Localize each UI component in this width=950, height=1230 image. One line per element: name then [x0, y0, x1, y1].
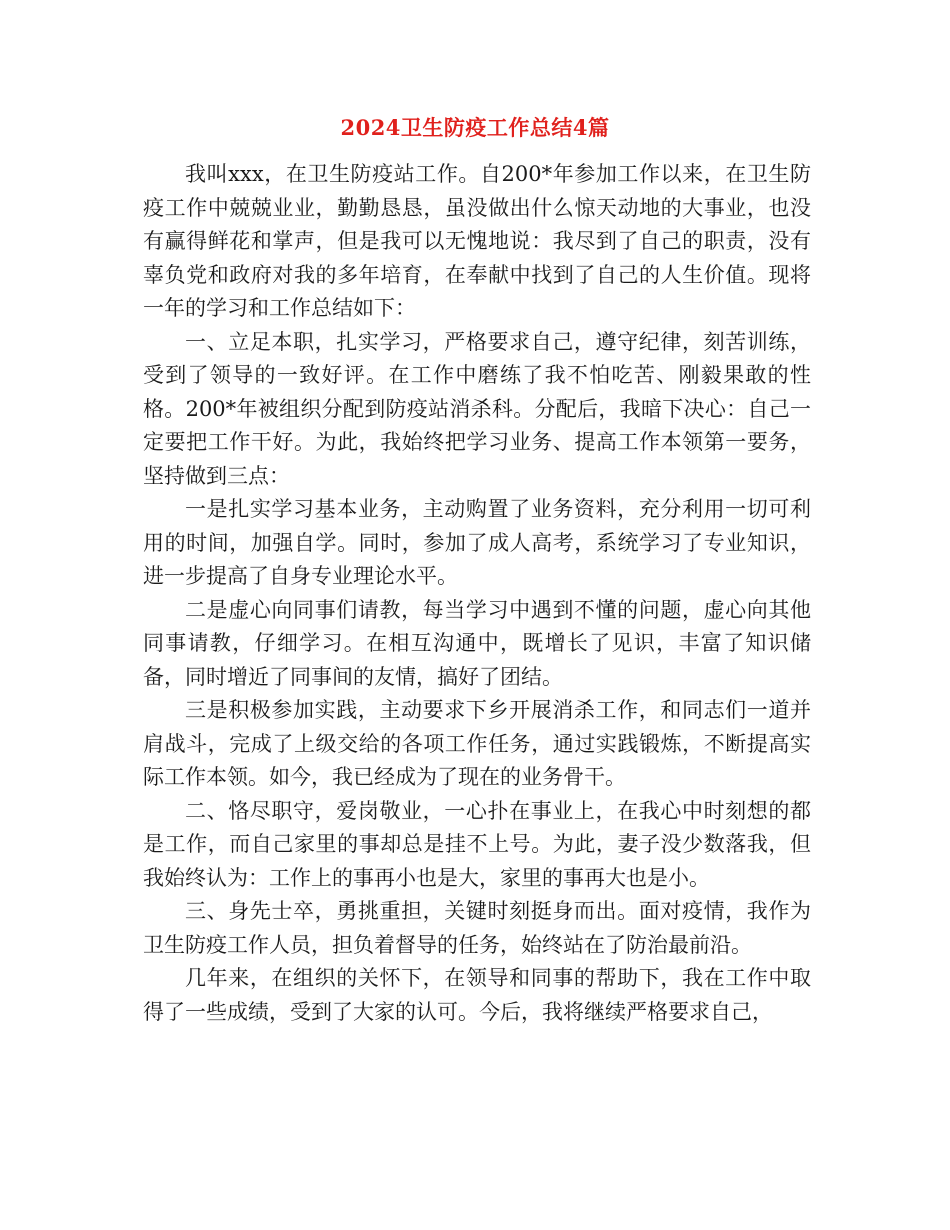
paragraph-closing: 几年来，在组织的关怀下，在领导和同事的帮助下，我在工作中取得了一些成绩，受到了大家的认可。今后，我将继续严格要求自己， [143, 966, 811, 1024]
paragraph-point-two: 二是虚心向同事们请教，每当学习中遇到不懂的问题，虚心向其他同事请教，仔细学习。在相互沟通中，既增长了见识，丰富了知识储备，同时增近了同事间的友情，搞好了团结。 [143, 597, 811, 689]
paragraph-intro: 我叫xxx，在卫生防疫站工作。自200*年参加工作以来，在卫生防疫工作中兢兢业业，勤勤恳恳，虽没做出什么惊天动地的大事业，也没有赢得鲜花和掌声，但是我可以无愧地说：我尽到了自己的职责，没有辜负党和政府对我的多年培育，在奉献中找到了自己的人生价值。现将一年的学习和工作总结如下： [143, 162, 811, 320]
paragraph-point-one: 一是扎实学习基本业务，主动购置了业务资料，充分利用一切可利用的时间，加强自学。同时，参加了成人高考，系统学习了专业知识，进一步提高了自身专业理论水平。 [143, 497, 811, 588]
paragraph-section-two: 二、恪尽职守，爱岗敬业，一心扑在事业上，在我心中时刻想的都是工作，而自己家里的事却总是挂不上号。为此，妻子没少数落我，但我始终认为：工作上的事再小也是大，家里的事再大也是小。 [143, 798, 811, 890]
document-body [143, 158, 811, 1029]
paragraph-point-three: 三是积极参加实践，主动要求下乡开展消杀工作，和同志们一道并肩战斗，完成了上级交给的各项工作任务，通过实践锻炼，不断提高实际工作本领。如今，我已经成为了现在的业务骨干。 [143, 698, 811, 789]
paragraph-section-one: 一、立足本职，扎实学习，严格要求自己，遵守纪律，刻苦训练，受到了领导的一致好评。在工作中磨练了我不怕吃苦、刚毅果敢的性格。200*年被组织分配到防疫站消杀科。分配后，我暗下决心：自己一定要把工作干好。为此，我始终把学习业务、提高工作本领第一要务，坚持做到三点： [143, 329, 811, 488]
paragraph-section-three: 三、身先士卒，勇挑重担，关键时刻挺身而出。面对疫情，我作为卫生防疫工作人员，担负着督导的任务，始终站在了防治最前沿。 [143, 899, 811, 957]
document-title: 2024卫生防疫工作总结4篇 [340, 115, 610, 140]
